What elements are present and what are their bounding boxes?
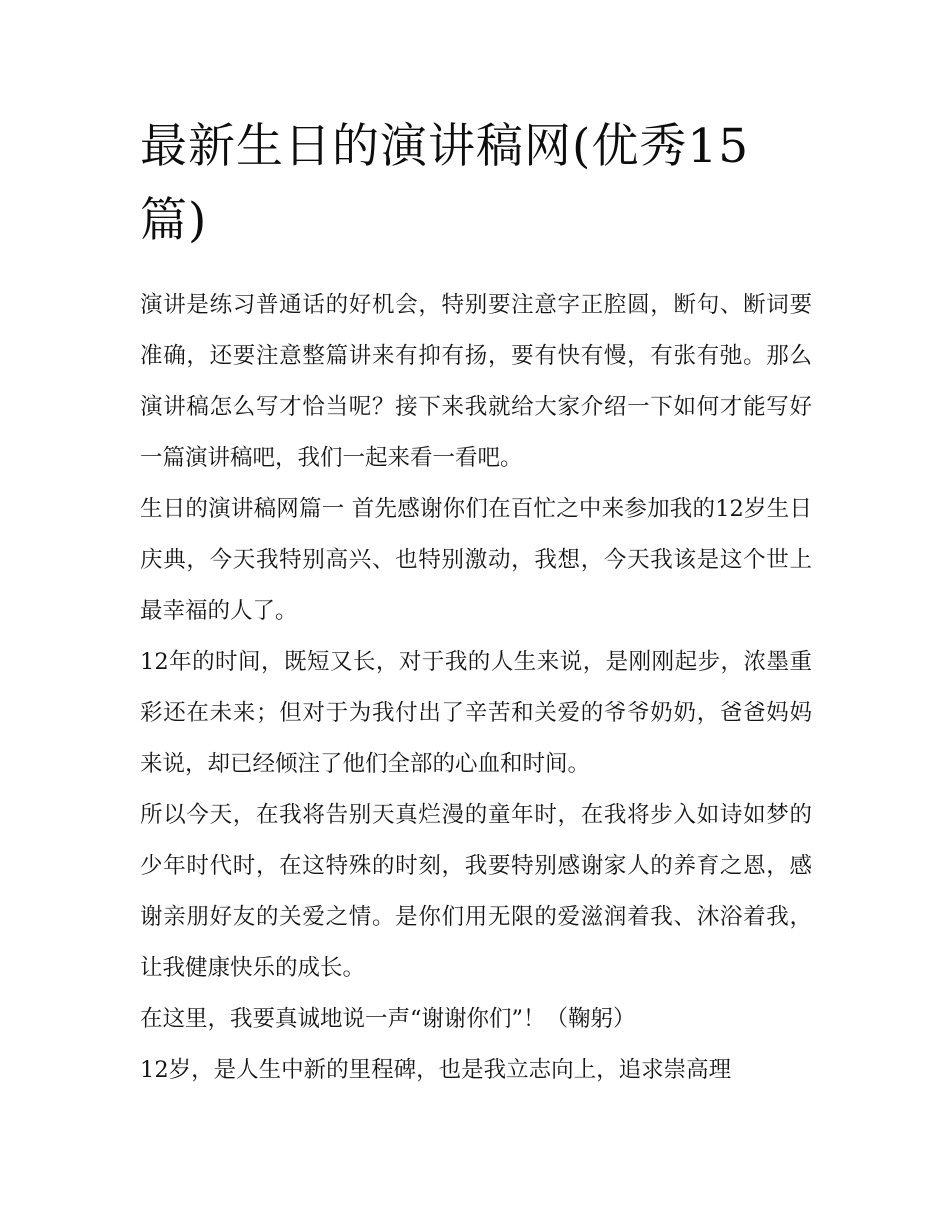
paragraph-gratitude: 所以今天，在我将告别天真烂漫的童年时，在我将步入如诗如梦的少年时代时，在这特殊的时刻，我要特别感谢家人的养育之恩，感谢亲朋好友的关爱之情。是你们用无限的爱滋润着我、沐浴着我，让我健康快乐的成长。	[140, 802, 812, 981]
paragraph-intro: 演讲是练习普通话的好机会，特别要注意字正腔圆，断句、断词要准确，还要注意整篇讲来有抑有扬，要有快有慢，有张有弛。那么演讲稿怎么写才恰当呢？接下来我就给大家介绍一下如何才能写好一篇演讲稿吧，我们一起来看一看吧。	[140, 292, 812, 471]
paragraph-milestone: 12岁，是人生中新的里程碑，也是我立志向上，追求崇高理	[140, 1057, 732, 1083]
paragraph-speech-opening: 生日的演讲稿网篇一 首先感谢你们在百忙之中来参加我的12岁生日庆典，今天我特别高兴、也特别激动，我想，今天我该是这个世上最幸福的人了。	[140, 496, 812, 624]
paragraph-twelve-years: 12年的时间，既短又长，对于我的人生来说，是刚刚起步，浓墨重彩还在未来；但对于为我付出了辛苦和关爱的爷爷奶奶，爸爸妈妈来说，却已经倾注了他们全部的心血和时间。	[140, 649, 812, 777]
document-content	[140, 110, 812, 1096]
document-title: 最新生日的演讲稿网(优秀15篇)	[140, 119, 750, 248]
paragraph-thank-you: 在这里，我要真诚地说一声“谢谢你们”！（鞠躬）	[140, 1006, 636, 1032]
